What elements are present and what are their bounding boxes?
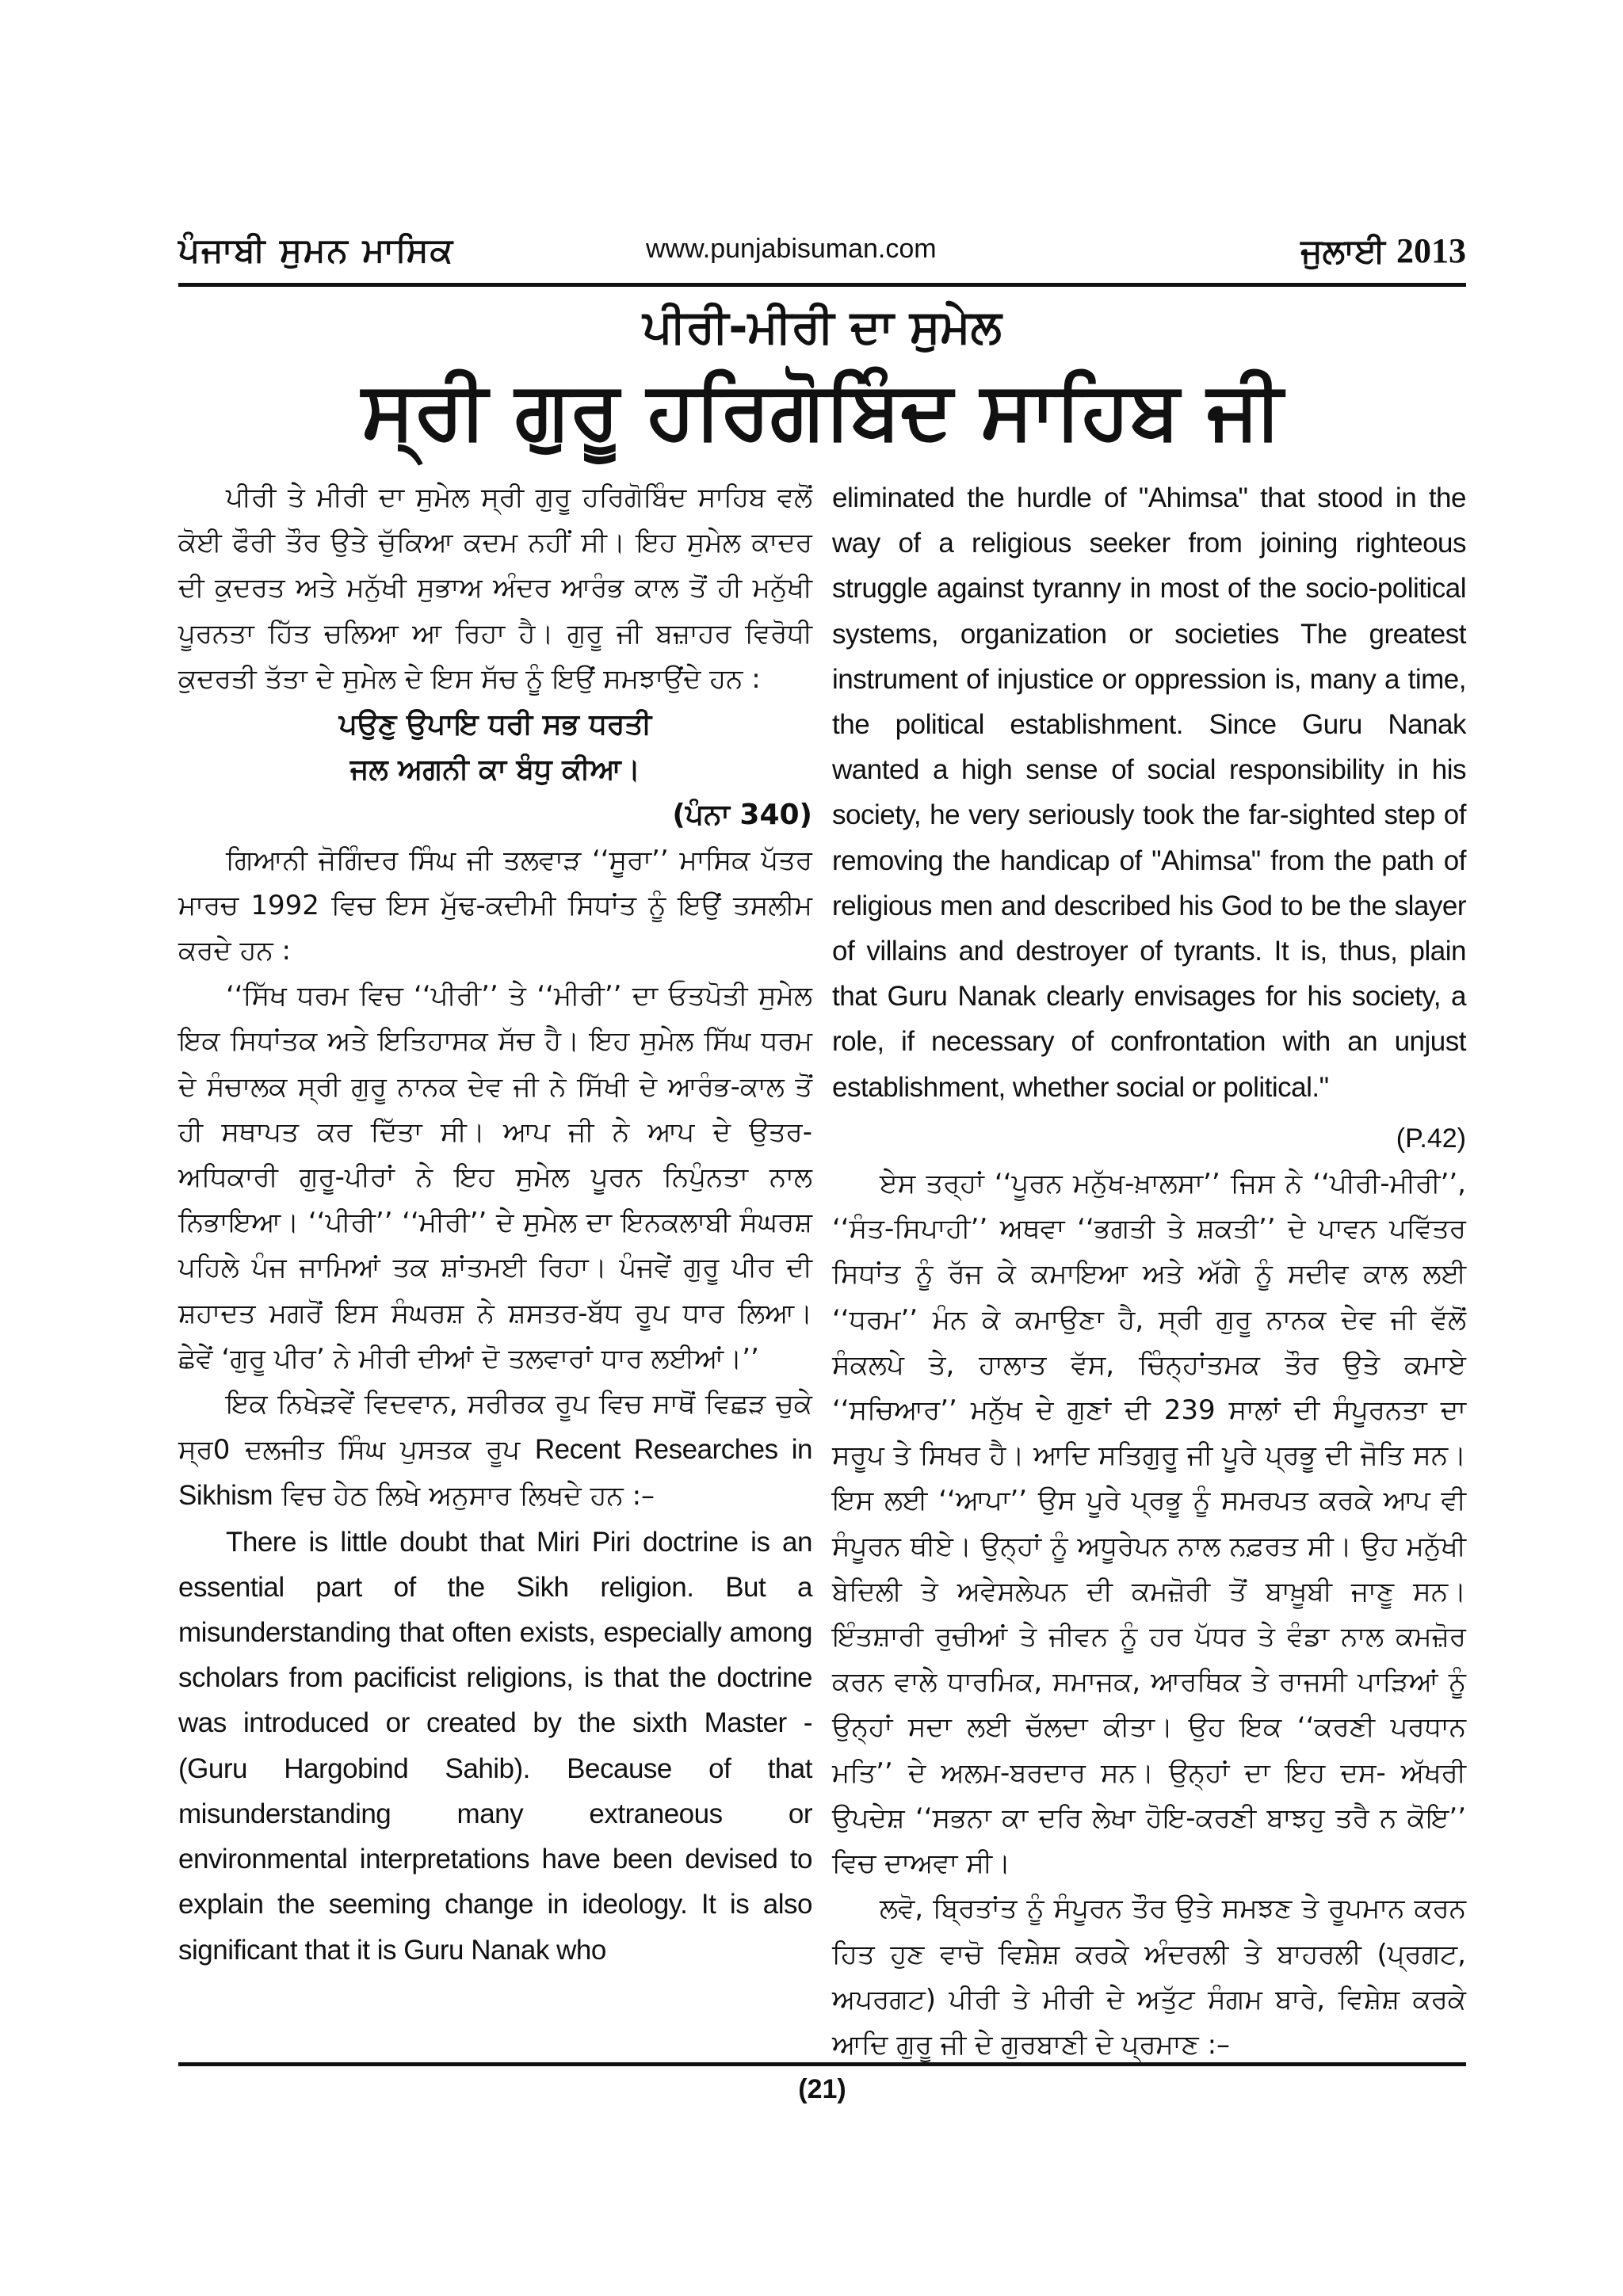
issue-date [1300,231,1466,271]
verse-line-1: ਪਉਣੁ ਉਪਾਇ ਧਰੀ ਸਭ ਧਰਤੀ [338,708,652,742]
article-title: ਸ੍ਰੀ ਗੁਰੂ ਹਰਿਗੋਬਿੰਦ ਸਾਹਿਬ ਜੀ [361,364,1283,456]
left-column [178,475,812,1973]
right-paragraph-1-english: eliminated the hurdle of "Ahimsa" that stood in the way of a religious seeker from joining righteous struggle against tyranny in most of the socio-political systems, organization or societies The greatest instrument of injustice or oppression is, many a time, the political establishment. Since Guru Nanak wanted a high sense of social responsibility in his society, he very seriously took the far-sighted step of removing the handicap of "Ahimsa" from the path of religious men and described his God to be the slayer of villains and destroyer of tyrants. It is, thus, plain that Guru Nanak clearly envisages for his society, a role, if necessary of confrontation with an unjust establishment, whether social or political." [832,482,1466,1103]
right-paragraph-3: ਲਵੋ, ਬ੍ਰਿਤਾਂਤ ਨੂੰ ਸੰਪੂਰਨ ਤੌਰ ਉਤੇ ਸਮਝਣ ਤੇ ਰੂਪਮਾਨ ਕਰਨ ਹਿਤ ਹੁਣ ਵਾਚੋ ਵਿਸ਼ੇਸ਼ ਕਰਕੇ ਅੰਦਰਲੀ ਤੇ ਬਾਹਰਲੀ (ਪ੍ਰਗਟ, ਅਪਰਗਟ) ਪੀਰੀ ਤੇ ਮੀਰੀ ਦੇ ਅਤੁੱਟ ਸੰਗਮ ਬਾਰੇ, ਵਿਸ਼ੇਸ਼ ਕਰਕੇ ਆਦਿ ਗੁਰੂ ਜੀ ਦੇ ਗੁਰਬਾਣੀ ਦੇ ਪ੍ਰਮਾਣ :– [832,1893,1466,2061]
quote-reference: (P.42) [1396,1123,1466,1154]
page-number: (21) [798,2074,846,2104]
verse-line-2: ਜਲ ਅਗਨੀ ਕਾ ਬੰਧੁ ਕੀਆ। [349,753,641,787]
issue-month: ਜੁਲਾਈ [1300,231,1385,270]
page-header [178,226,1466,283]
article-subtitle: ਪੀਰੀ-ਮੀਰੀ ਦਾ ਸੁਮੇਲ [643,299,1002,353]
book-title: Recent Researches in Sikhism [178,1434,812,1512]
left-paragraph-4-end: ਵਿਚ ਹੇਠ ਲਿਖੇ ਅਨੁਸਾਰ ਲਿਖਦੇ ਹਨ :– [281,1480,655,1512]
right-paragraph-2: ਏਸ ਤਰ੍ਹਾਂ ‘‘ਪੂਰਨ ਮਨੁੱਖ-ਖ਼ਾਲਸਾ’’ ਜਿਸ ਨੇ ‘‘ਪੀਰੀ-ਮੀਰੀ’’, ‘‘ਸੰਤ-ਸਿਪਾਹੀ’’ ਅਥਵਾ ‘‘ਭਗਤੀ ਤੇ ਸ਼ਕਤੀ’’ ਦੇ ਪਾਵਨ ਪਵਿੱਤਰ ਸਿਧਾਂਤ ਨੂੰ ਰੱਜ ਕੇ ਕਮਾਇਆ ਅਤੇ ਅੱਗੇ ਨੂੰ ਸਦੀਵ ਕਾਲ ਲਈ ‘‘ਧਰਮ’’ ਮੰਨ ਕੇ ਕਮਾਉਣਾ ਹੈ, ਸ੍ਰੀ ਗੁਰੂ ਨਾਨਕ ਦੇਵ ਜੀ ਵੱਲੋਂ ਸੰਕਲਪੇ ਤੇ, ਹਾਲਾਤ ਵੱਸ, ਚਿੰਨ੍ਹਾਂਤਮਕ ਤੌਰ ਉਤੇ ਕਮਾਏ ‘‘ਸਚਿਆਰ’’ ਮਨੁੱਖ ਦੇ ਗੁਣਾਂ ਦੀ 239 ਸਾਲਾਂ ਦੀ ਸੰਪੂਰਨਤਾ ਦਾ ਸਰੂਪ ਤੇ ਸਿਖਰ ਹੈ। ਆਦਿ ਸਤਿਗੁਰੂ ਜੀ ਪੂਰੇ ਪ੍ਰਭੂ ਦੀ ਜੋਤਿ ਸਨ। ਇਸ ਲਈ ‘‘ਆਪਾ’’ ਉਸ ਪੂਰੇ ਪ੍ਰਭੂ ਨੂੰ ਸਮਰਪਤ ਕਰਕੇ ਆਪ ਵੀ ਸੰਪੂਰਨ ਥੀਏ। ਉਨ੍ਹਾਂ ਨੂੰ ਅਧੂਰੇਪਨ ਨਾਲ ਨਫ਼ਰਤ ਸੀ। ਉਹ ਮਨੁੱਖੀ ਬੇਦਿਲੀ ਤੇ ਅਵੇਸਲੇਪਨ ਦੀ ਕਮਜ਼ੋਰੀ ਤੋਂ ਬਾਖ਼ੂਬੀ ਜਾਣੂ ਸਨ। ਇੰਤਸ਼ਾਰੀ ਰੁਚੀਆਂ ਤੇ ਜੀਵਨ ਨੂੰ ਹਰ ਪੱਧਰ ਤੇ ਵੰਡਾ ਨਾਲ ਕਮਜ਼ੋਰ ਕਰਨ ਵਾਲੇ ਧਾਰਮਿਕ, ਸਮਾਜਕ, ਆਰਥਿਕ ਤੇ ਰਾਜਸੀ ਪਾੜਿਆਂ ਨੂੰ ਉਨ੍ਹਾਂ ਸਦਾ ਲਈ ਚੱਲਦਾ ਕੀਤਾ। ਉਹ ਇਕ ‘‘ਕਰਣੀ ਪਰਧਾਨ ਮਤਿ’’ ਦੇ ਅਲਮ-ਬਰਦਾਰ ਸਨ। ਉਨ੍ਹਾਂ ਦਾ ਇਹ ਦਸ- ਅੱਖਰੀ ਉਪਦੇਸ਼ ‘‘ਸਭਨਾ ਕਾ ਦਰਿ ਲੇਖਾ ਹੋਇ-ਕਰਣੀ ਬਾਝਹੁ ਤਰੈ ਨ ਕੋਇ’’ ਵਿਚ ਦਾਅਵਾ ਸੀ। [832,1168,1466,1880]
left-paragraph-4-start: ਇਕ ਨਿਖੇੜਵੇਂ ਵਿਦਵਾਨ, ਸਰੀਰਕ ਰੂਪ ਵਿਚ ਸਾਥੋਂ ਵਿਛੜ ਚੁਕੇ ਸ੍ਰ0 ਦਲਜੀਤ ਸਿੰਘ ਪੁਸਤਕ ਰੂਪ [178,1388,812,1466]
left-paragraph-3: ‘‘ਸਿੱਖ ਧਰਮ ਵਿਚ ‘‘ਪੀਰੀ’’ ਤੇ ‘‘ਮੀਰੀ’’ ਦਾ ਓਤਪੋਤੀ ਸੁਮੇਲ ਇਕ ਸਿਧਾਂਤਕ ਅਤੇ ਇਤਿਹਾਸਕ ਸੱਚ ਹੈ। ਇਹ ਸੁਮੇਲ ਸਿੱਘ ਧਰਮ ਦੇ ਸੰਚਾਲਕ ਸ੍ਰੀ ਗੁਰੂ ਨਾਨਕ ਦੇਵ ਜੀ ਨੇ ਸਿੱਖੀ ਦੇ ਆਰੰਭ-ਕਾਲ ਤੋਂ ਹੀ ਸਥਾਪਤ ਕਰ ਦਿੱਤਾ ਸੀ। ਆਪ ਜੀ ਨੇ ਆਪ ਦੇ ਉਤਰ-ਅਧਿਕਾਰੀ ਗੁਰੂ-ਪੀਰਾਂ ਨੇ ਇਹ ਸੁਮੇਲ ਪੂਰਨ ਨਿਪੁੰਨਤਾ ਨਾਲ ਨਿਭਾਇਆ। ‘‘ਪੀਰੀ’’ ‘‘ਮੀਰੀ’’ ਦੇ ਸੁਮੇਲ ਦਾ ਇਨਕਲਾਬੀ ਸੰਘਰਸ਼ ਪਹਿਲੇ ਪੰਜ ਜਾਮਿਆਂ ਤਕ ਸ਼ਾਂਤਮਈ ਰਿਹਾ। ਪੰਜਵੇਂ ਗੁਰੂ ਪੀਰ ਦੀ ਸ਼ਹਾਦਤ ਮਗਰੋਂ ਇਸ ਸੰਘਰਸ਼ ਨੇ ਸ਼ਸਤਰ-ਬੱਧ ਰੂਪ ਧਾਰ ਲਿਆ। ਛੇਵੇਂ ‘ਗੁਰੂ ਪੀਰ’ ਨੇ ਮੀਰੀ ਦੀਆਂ ਦੋ ਤਲਵਾਰਾਂ ਧਾਰ ਲਈਆਂ।’’ [178,980,812,1375]
verse-reference: (ਪੰਨਾ 340) [672,799,812,832]
magazine-name: ਪੰਜਾਬੀ ਸੁਮਨ ਮਾਸਿਕ [178,231,455,269]
left-paragraph-5-english: There is little doubt that Miri Piri doctrine is an essential part of the Sikh religion. But a misunderstanding that often exists, especially among scholars from pacificist religions, is that the doctrine was introduced or created by the sixth Master - (Guru Hargobind Sahib). Because of that misunderstanding many extraneous or environmental interpretations have been devised to explain the seeming change in ideology. It is also significant that it is Guru Nanak who [178,1526,812,1966]
left-paragraph-1: ਪੀਰੀ ਤੇ ਮੀਰੀ ਦਾ ਸੁਮੇਲ ਸ੍ਰੀ ਗੁਰੂ ਹਰਿਗੋਬਿੰਦ ਸਾਹਿਬ ਵਲੋਂ ਕੋਈ ਫੌਰੀ ਤੌਰ ਉਤੇ ਚੁੱਕਿਆ ਕਦਮ ਨਹੀਂ ਸੀ। ਇਹ ਸੁਮੇਲ ਕਾਦਰ ਦੀ ਕੁਦਰਤ ਅਤੇ ਮਨੁੱਖੀ ਸੁਭਾਅ ਅੰਦਰ ਆਰੰਭ ਕਾਲ ਤੋਂ ਹੀ ਮਨੁੱਖੀ ਪੂਰਨਤਾ ਹਿੱਤ ਚਲਿਆ ਆ ਰਿਹਾ ਹੈ। ਗੁਰੂ ਜੀ ਬਜ਼ਾਹਰ ਵਿਰੋਧੀ ਕੁਦਰਤੀ ਤੱਤਾ ਦੇ ਸੁਮੇਲ ਦੇ ਇਸ ਸੱਚ ਨੂੰ ਇਉਂ ਸਮਝਾਉਂਦੇ ਹਨ : [178,482,812,695]
issue-year: 2013 [1396,231,1466,270]
left-paragraph-4 [178,1382,812,1520]
footer-rule [178,2062,1466,2066]
website-url: www.punjabisuman.com [646,234,937,264]
left-paragraph-2: ਗਿਆਨੀ ਜੋਗਿੰਦਰ ਸਿੰਘ ਜੀ ਤਲਵਾੜ ‘‘ਸੂਰਾ’’ ਮਾਸਿਕ ਪੱਤਰ ਮਾਰਚ 1992 ਵਿਚ ਇਸ ਮੁੱਢ-ਕਦੀਮੀ ਸਿਧਾਂਤ ਨੂੰ ਇਉਂ ਤਸਲੀਮ ਕਰਦੇ ਹਨ : [178,844,812,967]
right-column [832,475,1466,2068]
header-rule [178,283,1466,287]
